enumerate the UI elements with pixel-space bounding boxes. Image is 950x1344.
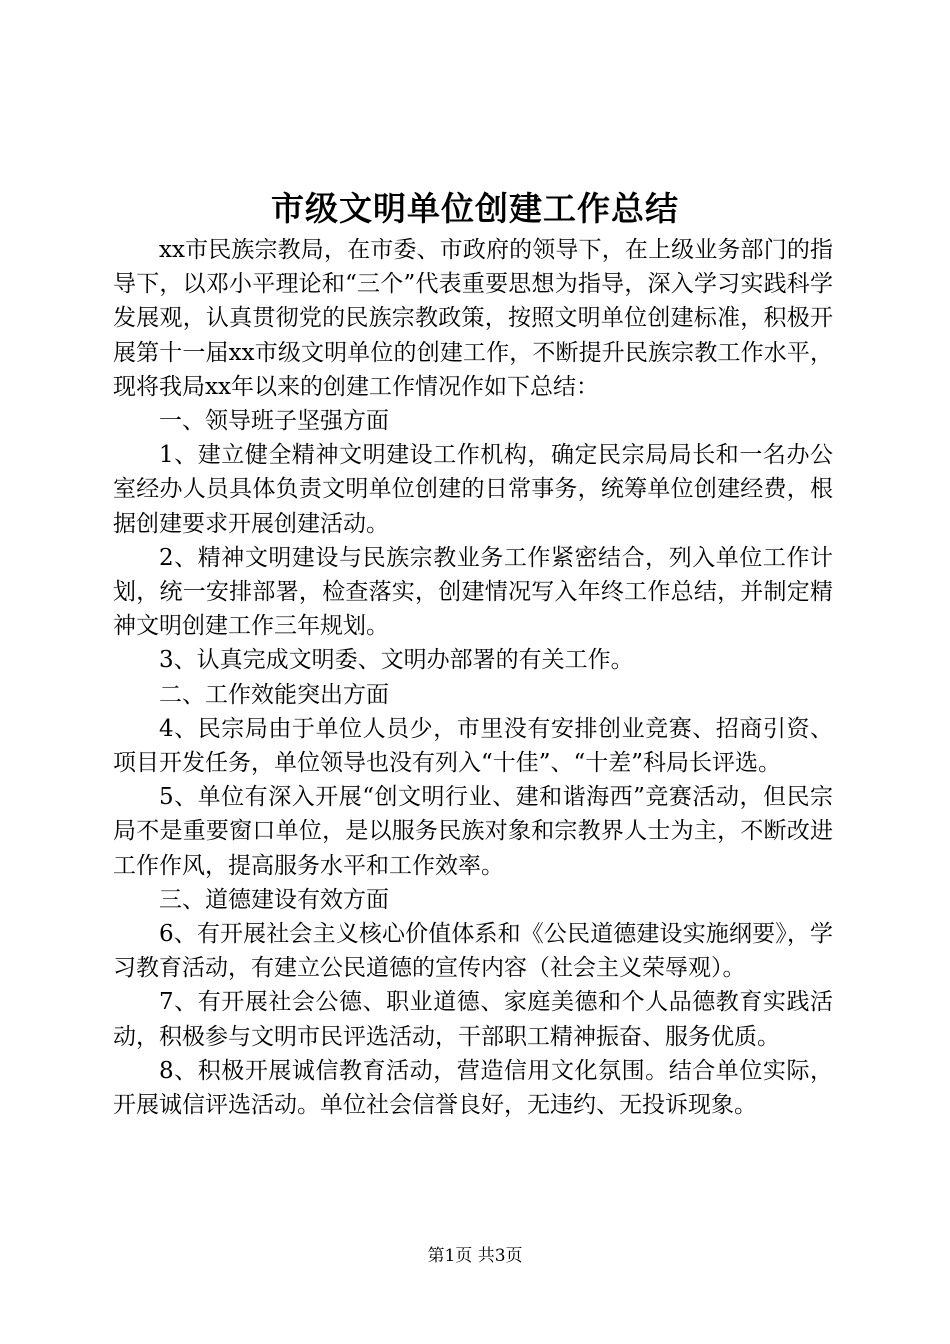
document-body — [113, 233, 833, 1122]
paragraph-item-4: 4、民宗局由于单位人员少，市里没有安排创业竞赛、招商引资、项目开发任务，单位领导也没有列入“十佳”、“十差”科局长评选。 — [113, 715, 833, 777]
paragraph-item-8: 8、积极开展诚信教育活动，营造信用文化氛围。结合单位实际，开展诚信评选活动。单位社会信誉良好，无违约、无投诉现象。 — [113, 1057, 833, 1119]
paragraph-item-2: 2、精神文明建设与民族宗教业务工作紧密结合，列入单位工作计划，统一安排部署，检查落实，创建情况写入年终工作总结，并制定精神文明创建工作三年规划。 — [113, 544, 833, 640]
section-heading-1: 一、领导班子坚强方面 — [159, 408, 389, 435]
page-number-footer: 第1页 共3页 — [427, 1246, 523, 1266]
section-heading-3: 三、道德建设有效方面 — [159, 886, 389, 913]
paragraph-item-7: 7、有开展社会公德、职业道德、家庭美德和个人品德教育实践活动，积极参与文明市民评选活动，干部职工精神振奋、服务优质。 — [113, 989, 833, 1050]
paragraph-item-3: 3、认真完成文明委、文明办部署的有关工作。 — [159, 647, 634, 674]
section-heading-2: 二、工作效能突出方面 — [159, 681, 389, 708]
paragraph-intro: xx市民族宗教局，在市委、市政府的领导下，在上级业务部门的指导下，以邓小平理论和“三个”代表重要思想为指导，深入学习实践科学发展观，认真贯彻党的民族宗教政策，按照文明单位创建标准，积极开展第十一届xx市级文明单位的创建工作，不断提升民族宗教工作水平，现将我局xx年以来的创建工作情况作如下总结： — [113, 237, 833, 400]
paragraph-item-5: 5、单位有深入开展“创文明行业、建和谐海西”竞赛活动，但民宗局不是重要窗口单位，是以服务民族对象和宗教界人士为主，不断改进工作作风，提高服务水平和工作效率。 — [113, 784, 833, 879]
paragraph-item-6: 6、有开展社会主义核心价值体系和《公民道德建设实施纲要》，学习教育活动，有建立公民道德的宣传内容（社会主义荣辱观）。 — [113, 921, 833, 982]
document-title: 市级文明单位创建工作总结 — [271, 189, 679, 228]
paragraph-item-1: 1、建立健全精神文明建设工作机构，确定民宗局局长和一名办公室经办人员具体负责文明单位创建的日常事务，统筹单位创建经费，根据创建要求开展创建活动。 — [113, 442, 833, 537]
